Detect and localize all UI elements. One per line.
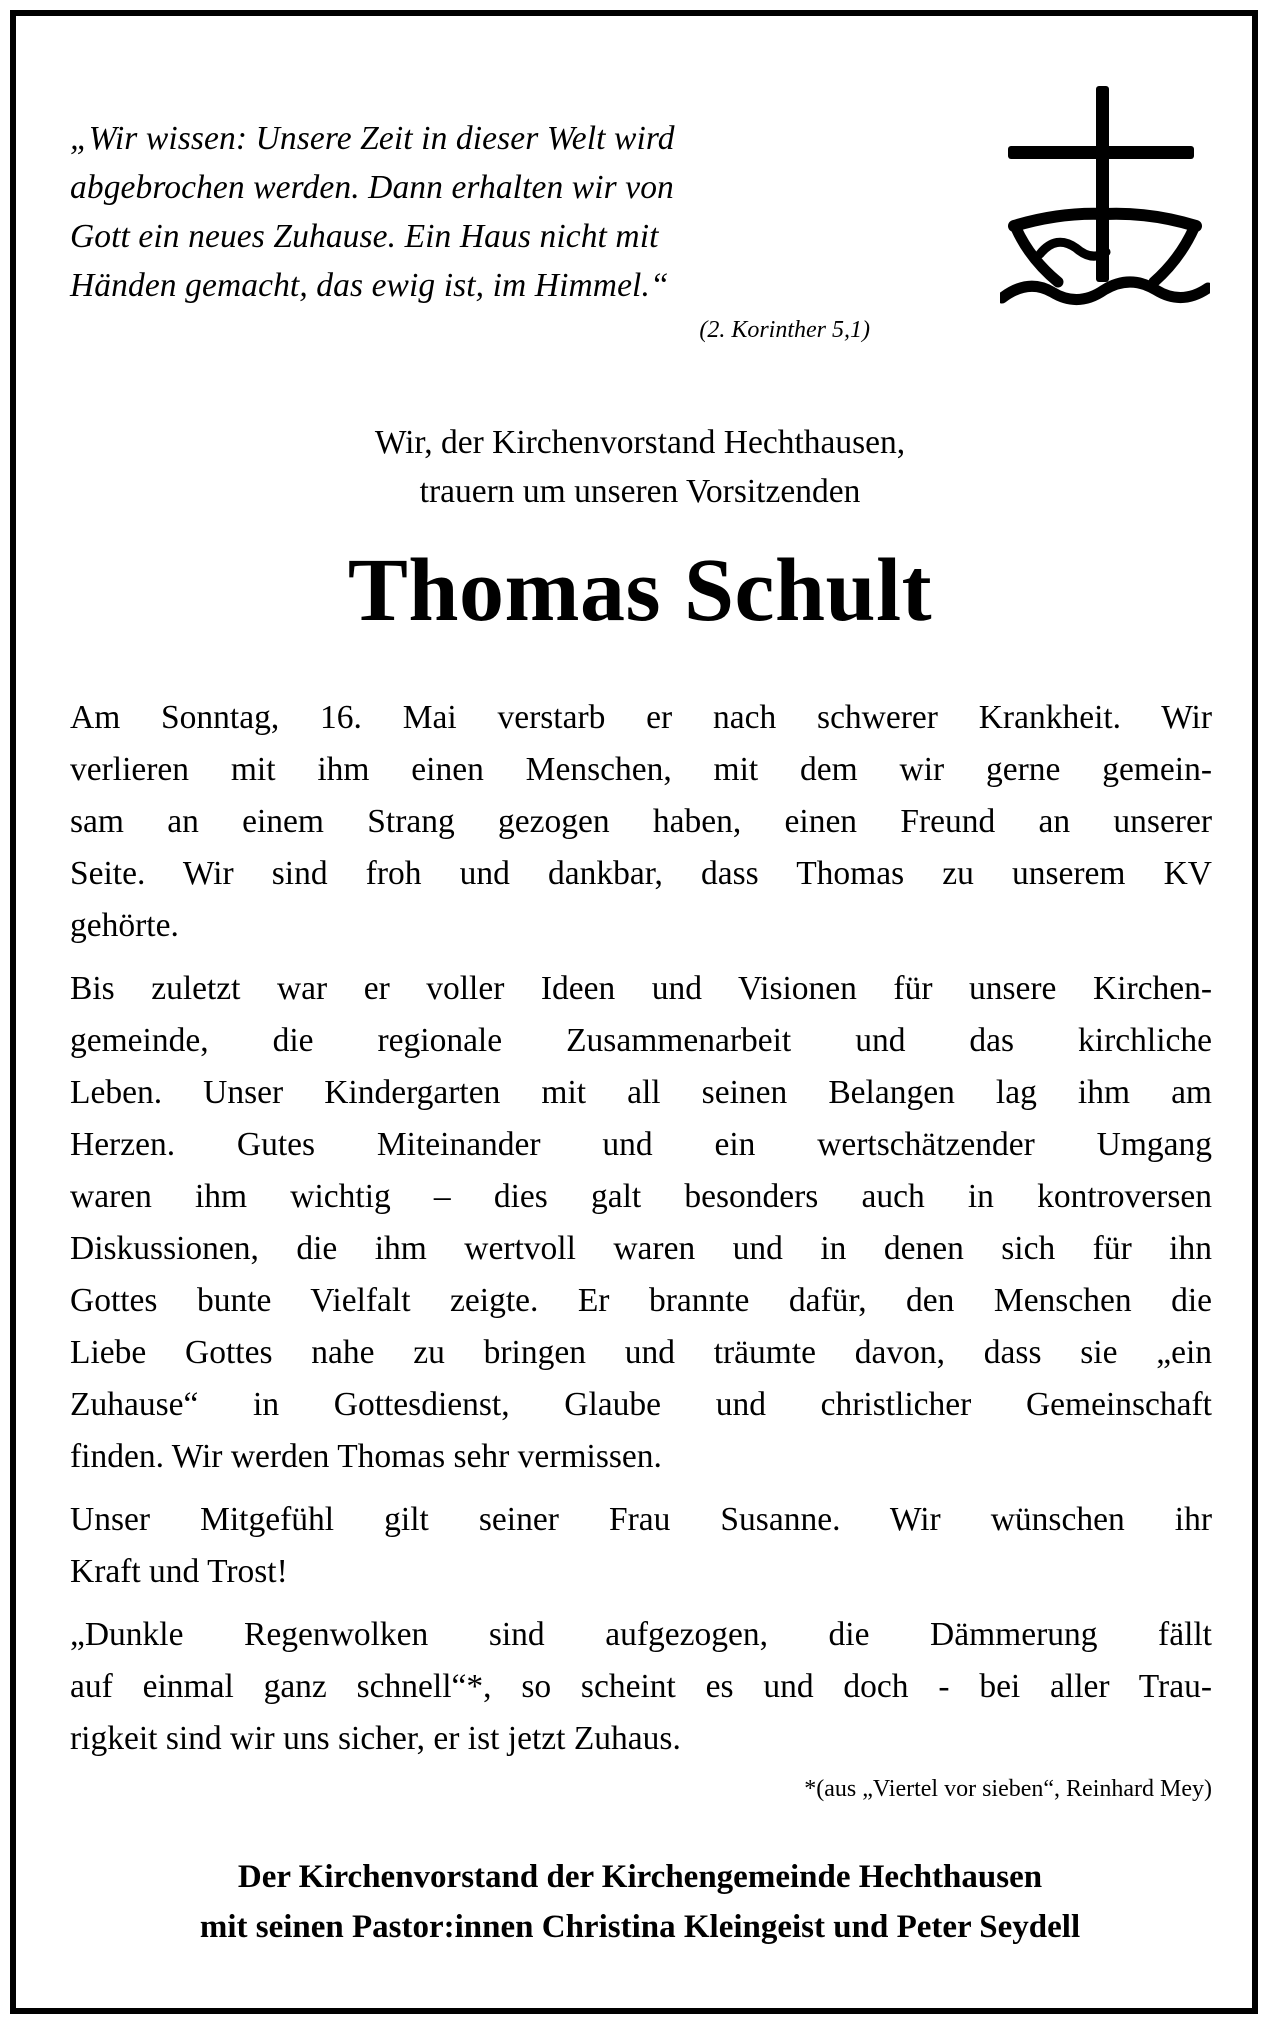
text-line: Unser Mitgefühl gilt seiner Frau Susanne. Wir wünschen ihr (70, 1501, 1212, 1538)
text-line: finden. Wir werden Thomas sehr vermissen. (70, 1438, 662, 1475)
quote-line: „Wir wissen: Unsere Zeit in dieser Welt wird (70, 120, 675, 157)
paragraph (70, 1609, 1212, 1765)
intro-text (0, 418, 1280, 516)
obituary-body (70, 692, 1212, 1776)
text-line: gemeinde, die regionale Zusammenarbeit und das kirchliche (70, 1022, 1212, 1059)
text-line: Seite. Wir sind froh und dankbar, dass Thomas zu unserem KV (70, 855, 1212, 892)
quote-source: (2. Korinther 5,1) (699, 317, 870, 343)
text-line: Liebe Gottes nahe zu bringen und träumte davon, dass sie „ein (70, 1334, 1212, 1371)
text-line: waren ihm wichtig – dies galt besonders auch in kontroversen (70, 1178, 1212, 1215)
signature-line: Der Kirchenvorstand der Kirchengemeinde Hechthausen (237, 1859, 1043, 1895)
text-line: „Dunkle Regenwolken sind aufgezogen, die Dämmerung fällt (70, 1616, 1212, 1653)
text-line: sam an einem Strang gezogen haben, einen Freund an unserer (70, 803, 1212, 840)
intro-line: Wir, der Kirchenvorstand Hechthausen, (374, 424, 906, 461)
signature-line: mit seinen Pastor:innen Christina Kleingeist und Peter Seydell (199, 1909, 1081, 1945)
paragraph (70, 963, 1212, 1483)
quote-line: abgebrochen werden. Dann erhalten wir von (70, 169, 674, 206)
text-line: auf einmal ganz schnell“*, so scheint es und doch - bei aller Trau- (70, 1668, 1212, 1705)
text-line: rigkeit sind wir uns sicher, er ist jetzt Zuhaus. (70, 1720, 681, 1757)
bible-quote (70, 114, 880, 310)
text-line: verlieren mit ihm einen Menschen, mit dem wir gerne gemein- (70, 751, 1212, 788)
quote-line: Gott ein neues Zuhause. Ein Haus nicht mit (70, 218, 659, 255)
footnote: *(aus „Viertel vor sieben“, Reinhard Mey) (804, 1776, 1212, 1802)
intro-line: trauern um unseren Vorsitzenden (419, 473, 861, 510)
quote-line: Händen gemacht, das ewig ist, im Himmel.“ (70, 267, 669, 304)
text-line: Zuhause“ in Gottesdienst, Glaube und christlicher Gemeinschaft (70, 1386, 1212, 1423)
signature-block (0, 1852, 1280, 1952)
text-line: Leben. Unser Kindergarten mit all seinen Belangen lag ihm am (70, 1074, 1212, 1111)
text-line: Am Sonntag, 16. Mai verstarb er nach schwerer Krankheit. Wir (70, 699, 1212, 736)
paragraph (70, 692, 1212, 952)
paragraph (70, 1494, 1212, 1598)
text-line: gehörte. (70, 907, 179, 944)
cross-boat-icon (1000, 84, 1210, 310)
text-line: Bis zuletzt war er voller Ideen und Visionen für unsere Kirchen- (70, 970, 1212, 1007)
deceased-name: Thomas Schult (347, 541, 933, 640)
text-line: Herzen. Gutes Miteinander und ein wertschätzender Umgang (70, 1126, 1212, 1163)
text-line: Kraft und Trost! (70, 1553, 288, 1590)
text-line: Diskussionen, die ihm wertvoll waren und in denen sich für ihn (70, 1230, 1212, 1267)
text-line: Gottes bunte Vielfalt zeigte. Er brannte dafür, den Menschen die (70, 1282, 1212, 1319)
